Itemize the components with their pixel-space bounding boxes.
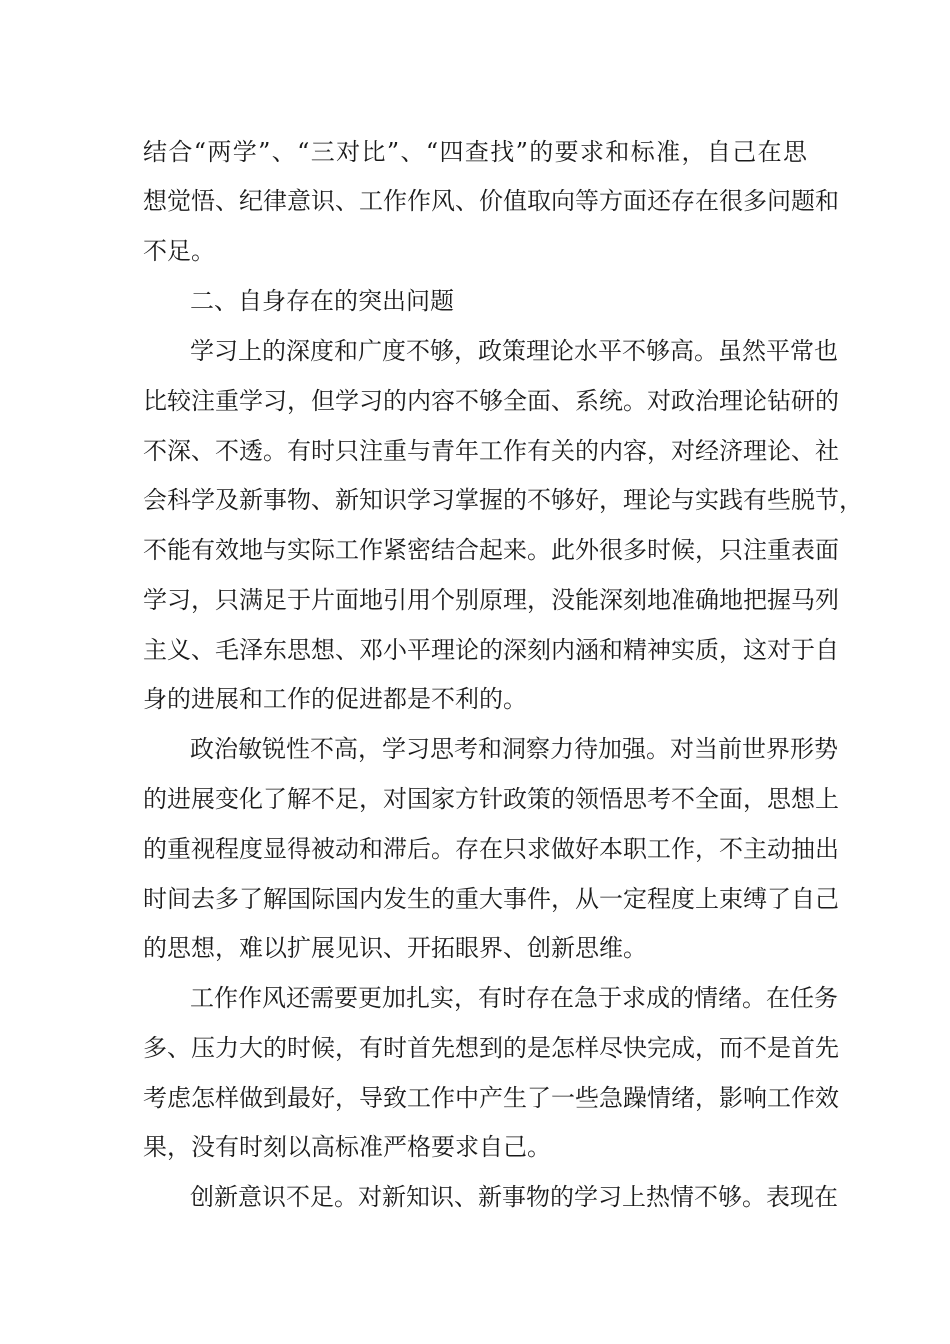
body-text-line: 结合“两学”、“三对比”、“四查找”的要求和标准，自己在思 — [143, 138, 807, 166]
body-text-line: 政治敏锐性不高，学习思考和洞察力待加强。对当前世界形势 — [190, 735, 838, 763]
body-text-line: 工作作风还需要更加扎实，有时存在急于求成的情绪。在任务 — [190, 984, 838, 1012]
body-text-line: 会科学及新事物、新知识学习掌握的不够好，理论与实践有些脱节， — [143, 486, 863, 514]
body-text-line: 多、压力大的时候，有时首先想到的是怎样尽快完成，而不是首先 — [143, 1034, 839, 1062]
body-text-line: 不深、不透。有时只注重与青年工作有关的内容，对经济理论、社 — [143, 437, 839, 465]
body-text-line: 时间去多了解国际国内发生的重大事件，从一定程度上束缚了自己 — [143, 885, 839, 913]
body-text-line: 学习，只满足于片面地引用个别原理，没能深刻地准确地把握马列 — [143, 586, 839, 614]
body-text-line: 身的进展和工作的促进都是不利的。 — [143, 685, 527, 713]
body-text-line: 考虑怎样做到最好，导致工作中产生了一些急躁情绪，影响工作效 — [143, 1084, 839, 1112]
body-text-line: 不足。 — [143, 237, 215, 265]
body-text-line: 创新意识不足。对新知识、新事物的学习上热情不够。表现在 — [190, 1183, 838, 1211]
body-text-line: 的进展变化了解不足，对国家方针政策的领悟思考不全面，思想上 — [143, 785, 839, 813]
body-text-line: 果，没有时刻以高标准严格要求自己。 — [143, 1133, 551, 1161]
body-text-line: 的重视程度显得被动和滞后。存在只求做好本职工作，不主动抽出 — [143, 835, 839, 863]
body-text-line: 不能有效地与实际工作紧密结合起来。此外很多时候，只注重表面 — [143, 536, 839, 564]
body-text-line: 想觉悟、纪律意识、工作作风、价值取向等方面还存在很多问题和 — [143, 187, 839, 215]
body-text-line: 比较注重学习，但学习的内容不够全面、系统。对政治理论钻研的 — [143, 387, 839, 415]
body-text-line: 主义、毛泽东思想、邓小平理论的深刻内涵和精神实质，这对于自 — [143, 636, 839, 664]
body-text-line: 的思想，难以扩展见识、开拓眼界、创新思维。 — [143, 934, 647, 962]
section-heading: 二、自身存在的突出问题 — [190, 287, 454, 315]
body-text-line: 学习上的深度和广度不够，政策理论水平不够高。虽然平常也 — [190, 337, 838, 365]
